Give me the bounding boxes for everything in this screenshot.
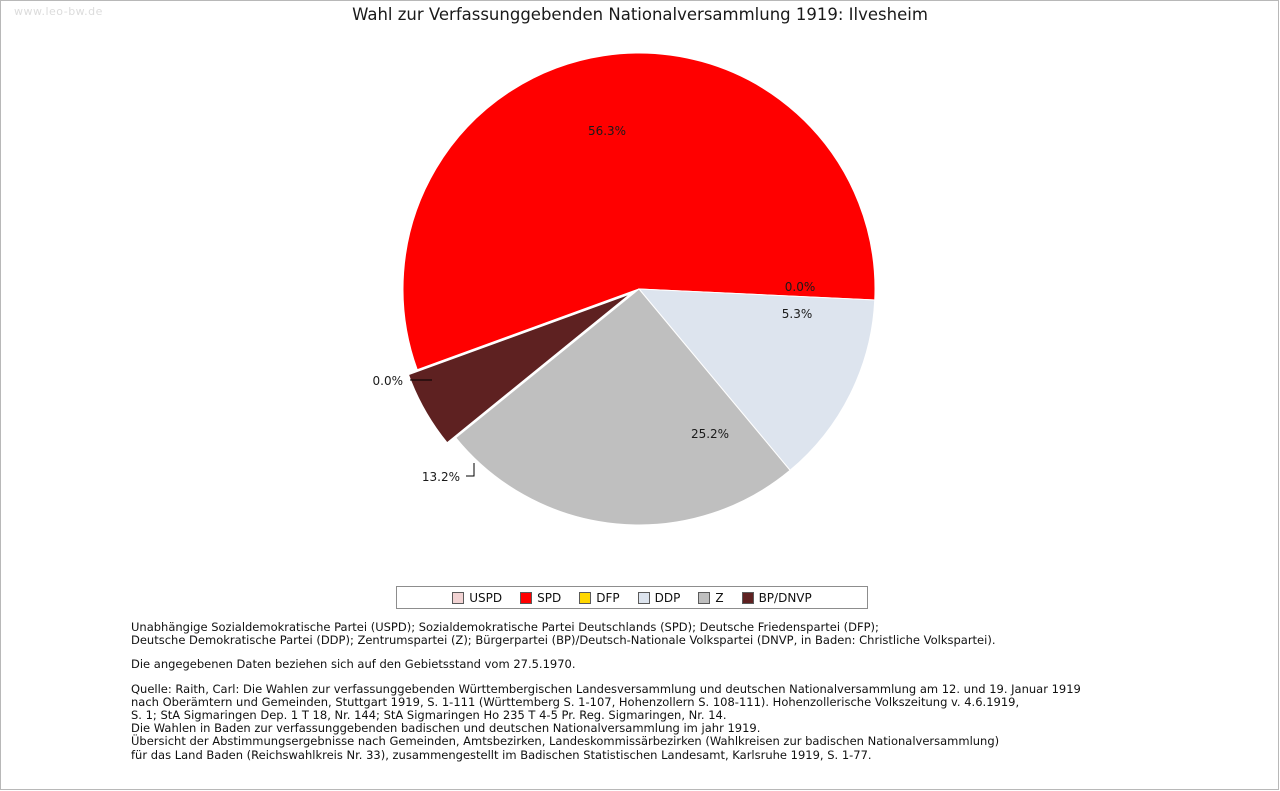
legend-swatch-icon xyxy=(520,592,532,604)
slice-label-ddp: 13.2% xyxy=(421,470,460,484)
note-line: S. 1; StA Sigmaringen Dep. 1 T 18, Nr. 144; StA Sigmaringen Ho 235 T 4-5 Pr. Reg. Sigmaringen, Nr. 14. xyxy=(131,708,727,723)
chart-legend xyxy=(396,586,868,609)
slice-label-spd: 56.3% xyxy=(587,124,627,138)
legend-item-dfp xyxy=(579,591,619,605)
chart-notes xyxy=(131,621,1171,762)
pie-chart xyxy=(0,30,1280,575)
legend-item-spd xyxy=(520,591,561,605)
legend-label: USPD xyxy=(469,590,503,605)
legend-swatch-icon xyxy=(452,592,464,604)
pie-chart-area xyxy=(0,30,1280,575)
note-line: Die Wahlen in Baden zur verfassunggebenden badischen und deutschen Nationalversammlung im jahr 1919. xyxy=(131,721,761,736)
legend-swatch-icon xyxy=(638,592,650,604)
note-line: Die angegebenen Daten beziehen sich auf den Gebietsstand vom 27.5.1970. xyxy=(131,657,576,672)
legend-item-bp-dnvp xyxy=(742,591,812,605)
legend-label: DFP xyxy=(596,590,620,605)
legend-label: Z xyxy=(715,590,724,605)
legend-label: DDP xyxy=(654,590,681,605)
note-source xyxy=(131,683,1171,762)
legend-label: BP/DNVP xyxy=(758,590,812,605)
legend-item-ddp xyxy=(638,591,681,605)
note-line: für das Land Baden (Reichswahlkreis Nr. 33), zusammengestellt im Badischen Statistischen Landesamt, Karlsruhe 1919, S. 1-77. xyxy=(131,747,872,762)
leader-line xyxy=(466,463,474,476)
note-line: nach Oberämtern und Gemeinden, Stuttgart 1919, S. 1-111 (Württemberg S. 1-107, Hohenzollern S. 108-111). Hohenzollerische Volkszeitung v. 4.6.1919, xyxy=(131,694,1020,709)
note-line: Deutsche Demokratische Partei (DDP); Zentrumspartei (Z); Bürgerpartei (BP)/Deutsch-Nationale Volkspartei (DNVP, in Baden: Christliche Volkspartei). xyxy=(131,633,996,648)
note-line: Übersicht der Abstimmungsergebnisse nach Gemeinden, Amtsbezirken, Landeskommissärbezirken (Wahlkreisen zur badischen Nationalversammlung) xyxy=(131,734,1000,749)
note-line: Unabhängige Sozialdemokratische Partei (USPD); Sozialdemokratische Partei Deutschlands (SPD); Deutsche Friedenspartei (DFP); xyxy=(131,620,879,634)
page-title: Wahl zur Verfassunggebenden Nationalversammlung 1919: Ilvesheim xyxy=(352,5,928,24)
legend-label: SPD xyxy=(537,590,562,605)
watermark: www.leo-bw.de xyxy=(14,5,103,18)
slice-label-dfp: 0.0% xyxy=(784,280,816,294)
slice-label-uspd: 0.0% xyxy=(372,374,403,388)
slice-label-z: 25.2% xyxy=(690,427,730,441)
legend-swatch-icon xyxy=(698,592,710,604)
legend-swatch-icon xyxy=(579,592,591,604)
note-territory xyxy=(131,658,1171,671)
slice-label-bp-dnvp: 5.3% xyxy=(781,307,813,321)
note-line: Quelle: Raith, Carl: Die Wahlen zur verfassunggebenden Württembergischen Landesversammlung und deutschen Nationalversammlung am 12. und 19. Januar 1919 xyxy=(131,681,1081,696)
legend-swatch-icon xyxy=(742,592,754,604)
legend-item-uspd xyxy=(452,591,502,605)
legend-item-z xyxy=(698,591,723,605)
note-parties xyxy=(131,621,1171,647)
